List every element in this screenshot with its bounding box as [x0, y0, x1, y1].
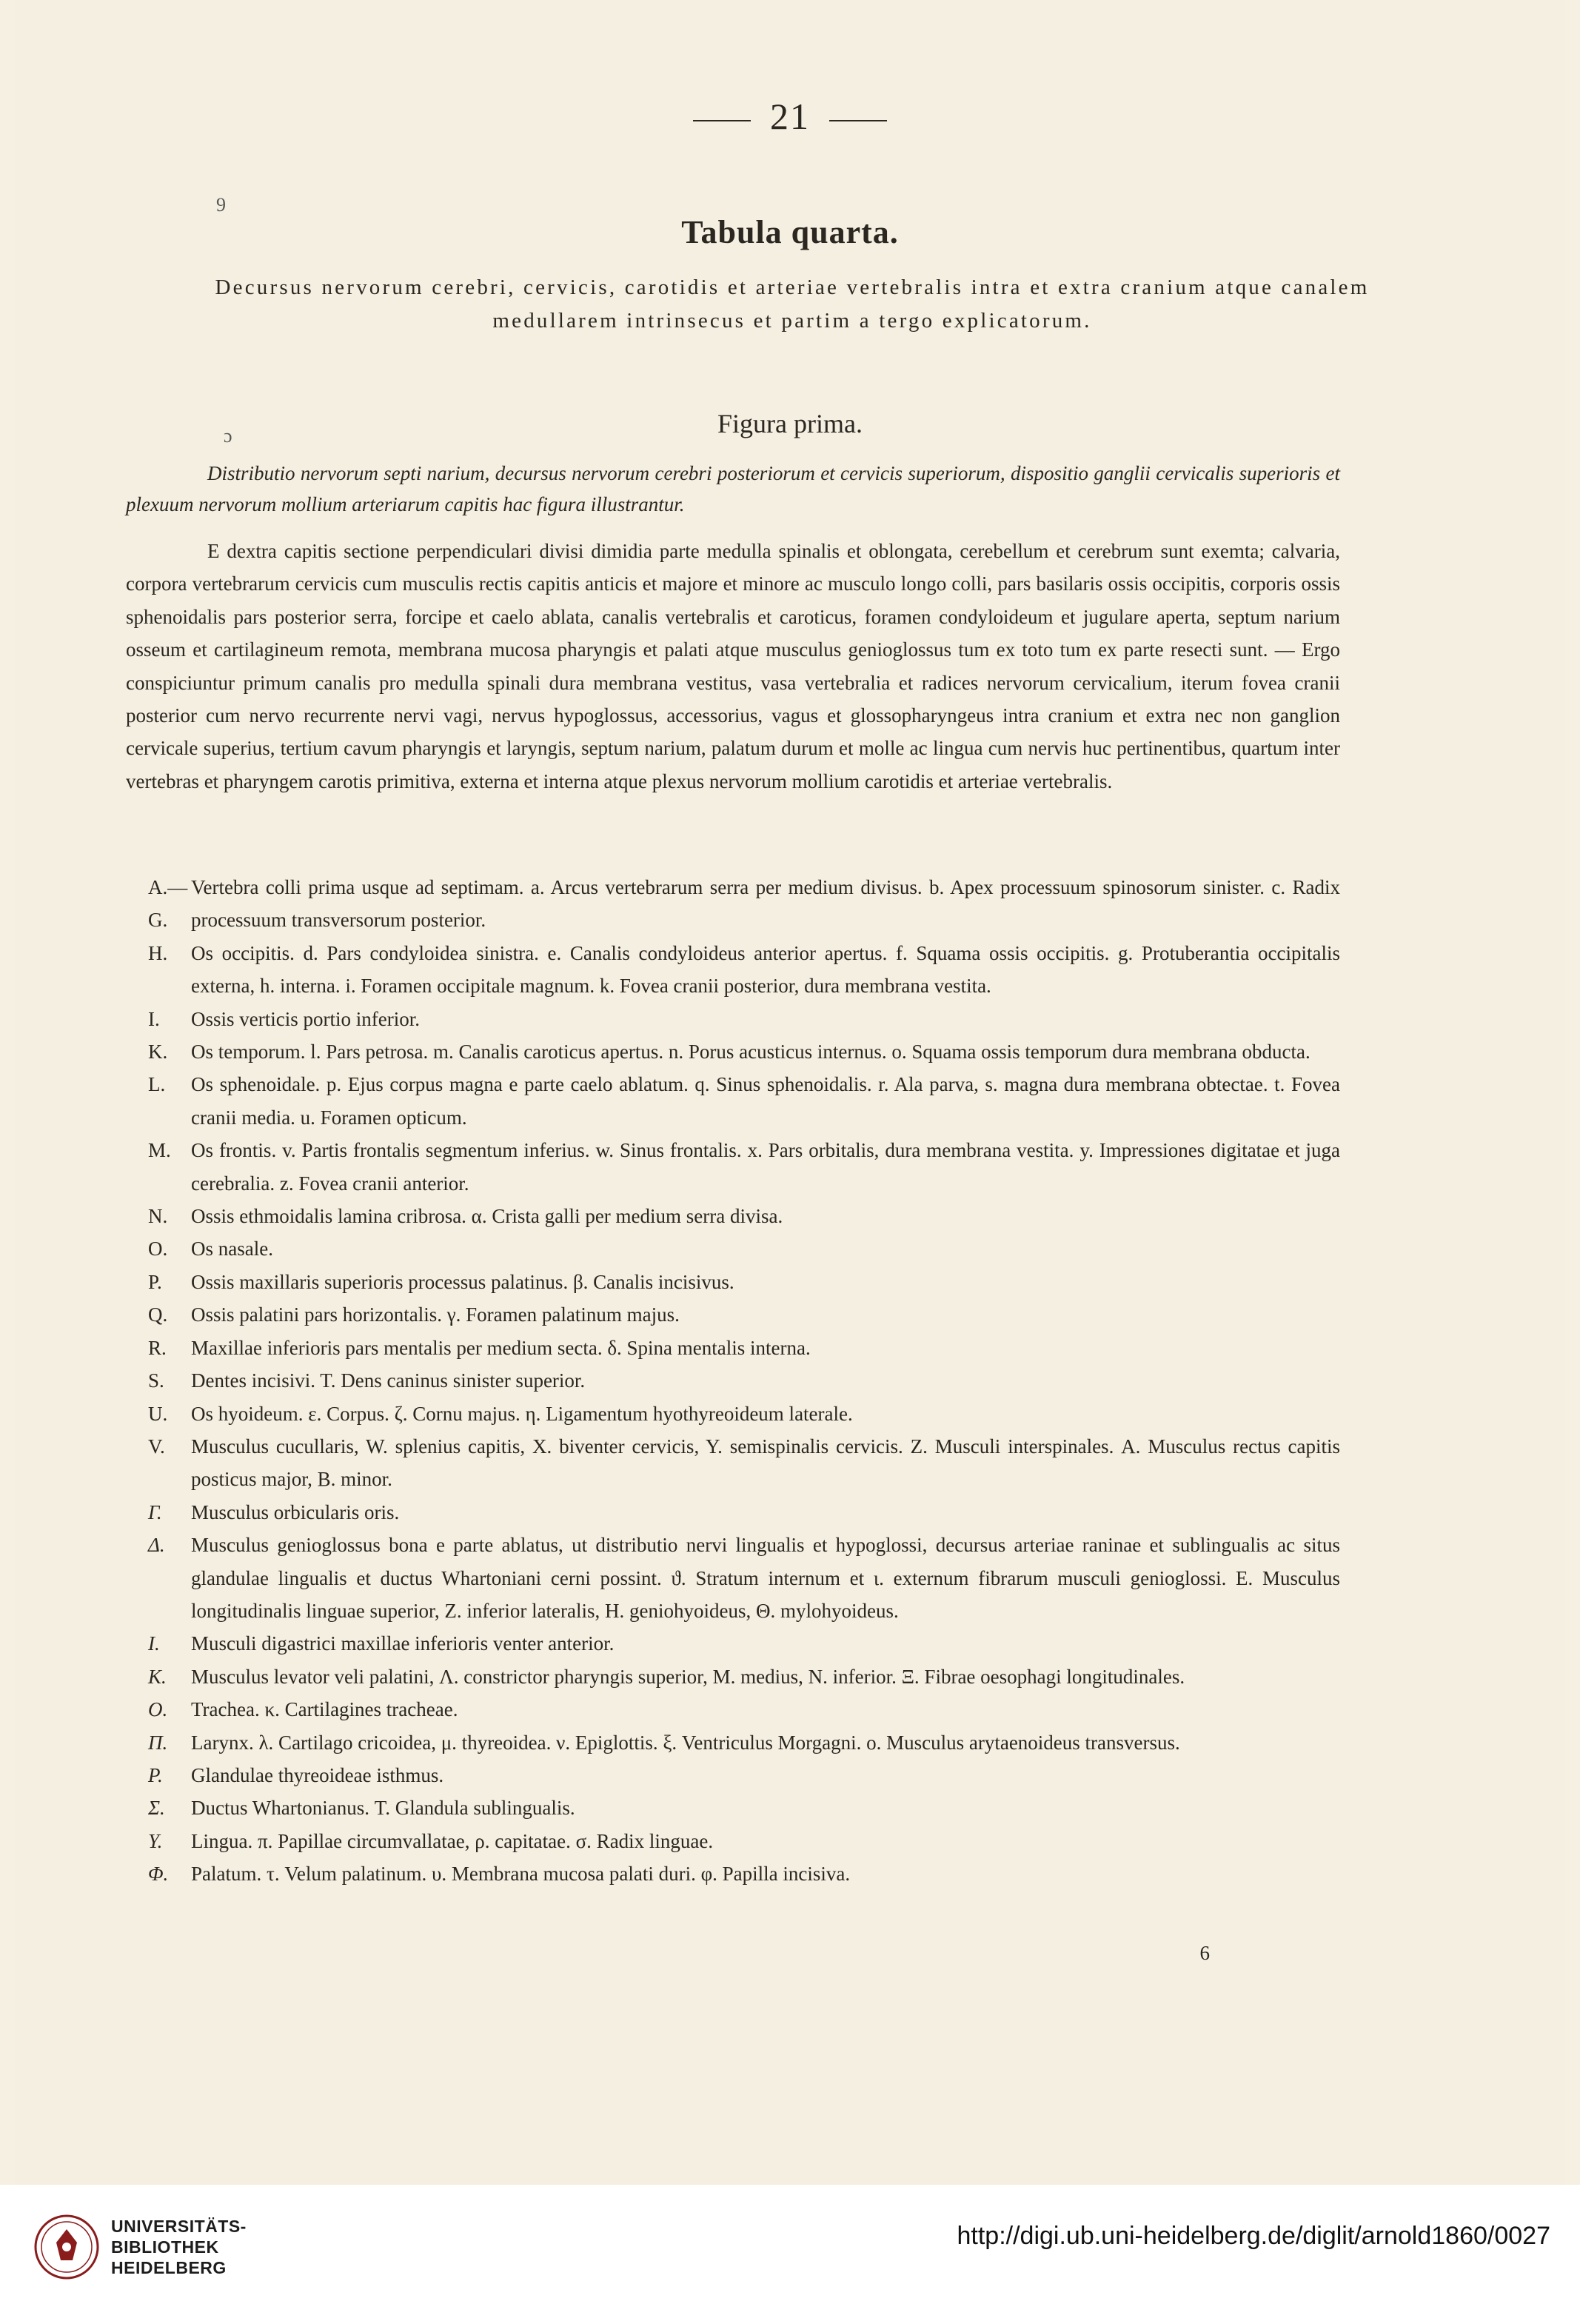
entry-label: L. — [148, 1073, 166, 1096]
entry-label: Ο. — [148, 1698, 168, 1721]
entry-text: Musculi digastrici maxillae inferioris venter anterior. — [191, 1632, 615, 1655]
entry-label: Φ. — [148, 1863, 169, 1886]
legend-entry — [126, 871, 1340, 937]
legend-entry — [126, 1266, 1340, 1298]
legend-entry — [126, 1660, 1340, 1693]
legend-entry — [126, 1298, 1340, 1331]
entry-label: Δ. — [148, 1534, 165, 1557]
legend-entry — [126, 1200, 1340, 1232]
page-number: 21 — [770, 96, 810, 137]
entry-label: Σ. — [148, 1797, 165, 1820]
legend-entry — [126, 1726, 1340, 1759]
university-seal-icon[interactable] — [33, 2213, 101, 2281]
library-name-line: HEIDELBERG — [111, 2258, 227, 2277]
entry-text: Ossis ethmoidalis lamina cribrosa. α. Crista galli per medium serra divisa. — [191, 1205, 783, 1228]
legend-entry — [126, 1693, 1340, 1726]
entry-text: Lingua. π. Papillae circumvallatae, ρ. capitatae. σ. Radix linguae. — [191, 1829, 714, 1852]
entry-text: Larynx. λ. Cartilago cricoidea, μ. thyreoidea. ν. Epiglottis. ξ. Ventriculus Morgagni. ο. Musculus arytaenoideus transversus. — [191, 1731, 1180, 1754]
source-url-link[interactable]: http://digi.ub.uni-heidelberg.de/diglit/arnold1860/0027 — [957, 2222, 1550, 2250]
entry-label: Π. — [148, 1731, 168, 1754]
entry-text: Musculus genioglossus bona e parte ablatus, ut distributio nervi lingualis et hypoglossi, decursus arteriae raninae et sublingualis ac situs glandulae lingualis et ductus Whartoniani cerni possint. ϑ. Stratum internum et ι. externum fibrarum musculi genioglossi. Ε. Musculus longitudinalis linguae superior, Ζ. inferior lateralis, Η. geniohyoideus, Θ. mylohyoideus. — [191, 1534, 1340, 1622]
entry-text: Os frontis. v. Partis frontalis segmentum inferius. w. Sinus frontalis. x. Pars orbitalis, dura membrana vestita. y. Impressiones digitatae et juga cerebralia. z. Fovea cranii anterior. — [191, 1139, 1340, 1195]
legend-list — [126, 871, 1340, 1891]
plate-title: Tabula quarta. — [681, 214, 899, 250]
plate-subtitle: Decursus nervorum cerebri, cervicis, carotidis et arteriae vertebralis intra et extra cranium atque canalem medullarem intrinsecus et partim a tergo explicatorum. — [215, 276, 1370, 333]
legend-entry — [126, 1759, 1340, 1792]
legend-entry — [126, 1364, 1340, 1397]
entry-text: Palatum. τ. Velum palatinum. υ. Membrana mucosa palati duri. φ. Papilla incisiva. — [191, 1863, 851, 1886]
library-name-line: BIBLIOTHEK — [111, 2237, 219, 2257]
entry-label: H. — [148, 941, 168, 964]
entry-text: Dentes incisivi. T. Dens caninus sinister superior. — [191, 1369, 586, 1392]
entry-label: P. — [148, 1270, 162, 1293]
library-name-line: UNIVERSITÄTS- — [111, 2217, 247, 2236]
header-dash-right — [829, 120, 887, 121]
legend-entry — [126, 1003, 1340, 1035]
entry-text: Vertebra colli prima usque ad septimam. a. Arcus vertebrarum serra per medium divisus. b. Apex processuum spinosorum sinister. c. Radix processuum transversorum posterior. — [191, 876, 1340, 932]
legend-entry — [126, 937, 1340, 1003]
entry-label: Υ. — [148, 1829, 163, 1852]
header-dash-left — [693, 120, 751, 121]
legend-entry — [126, 1035, 1340, 1068]
stray-mark: ɔ — [224, 425, 232, 447]
legend-entry — [126, 1068, 1340, 1134]
legend-entry — [126, 1627, 1340, 1660]
legend-entry — [126, 1857, 1340, 1890]
entry-label: R. — [148, 1336, 167, 1359]
legend-entry — [126, 1825, 1340, 1857]
legend-entry — [126, 1792, 1340, 1824]
legend-entry — [126, 1134, 1340, 1200]
signature-mark: 6 — [1199, 1942, 1210, 1964]
legend-entry — [126, 1430, 1340, 1496]
legend-entry — [126, 1332, 1340, 1364]
library-name[interactable] — [111, 2216, 247, 2278]
entry-text: Musculus orbicularis oris. — [191, 1500, 400, 1523]
entry-label: Γ. — [148, 1500, 162, 1523]
entry-label: A.—G. — [148, 876, 188, 932]
entry-label: O. — [148, 1238, 168, 1260]
entry-text: Musculus cucullaris, W. splenius capitis, X. biventer cervicis, Y. semispinalis cervicis. Z. Musculi interspinales. Α. Musculus rectus capitis posticus major, Β. minor. — [191, 1435, 1340, 1491]
entry-label: Ι. — [148, 1632, 160, 1655]
entry-text: Musculus levator veli palatini, Λ. constrictor pharyngis superior, Μ. medius, Ν. inferior. Ξ. Fibrae oesophagi longitudinales. — [191, 1665, 1185, 1688]
entry-label: U. — [148, 1402, 168, 1425]
entry-label: V. — [148, 1435, 165, 1457]
body-paragraph: E dextra capitis sectione perpendiculari divisi dimidia parte medulla spinalis et oblongata, cerebellum et cerebrum sunt exemta; calvaria, corpora vertebrarum cervicis cum musculis rectis capitis anticis et majore et minore ac musculo longo colli, pars basilaris ossis occipitis, corporis ossis sphenoidalis pars posterior serra, forcipe et caelo ablata, canalis vertebralis et caroticus, foramen condyloideum et jugulare aperta, septum narium osseum et cartilagineum remota, membrana mucosa pharyngis et palati atque musculus genioglossus tum ex toto tum ex parte resecti sunt. — Ergo conspiciuntur primum canalis pro medulla spinali dura membrana vestitus, vasa vertebralia et radices nervorum cervicalium, iterum fovea cranii posterior cum nervo recurrente nervi vagi, nervus hypoglossus, accessorius, vagus et glossopharyngeus intra cranium et extra nec non ganglion cervicale superius, tertium cavum pharyngis et laryngis, septum narium, palatum durum et molle ac lingua cum nervis huc pertinentibus, quartum inter vertebras et pharyngem carotis primitiva, externa et interna atque plexus nervorum mollium carotidis et arteriae vertebralis. — [126, 540, 1340, 792]
legend-entry — [126, 1232, 1340, 1265]
entry-label: I. — [148, 1007, 160, 1030]
entry-label: N. — [148, 1205, 168, 1228]
entry-text: Maxillae inferioris pars mentalis per medium secta. δ. Spina mentalis interna. — [191, 1336, 811, 1359]
entry-text: Os temporum. l. Pars petrosa. m. Canalis caroticus apertus. n. Porus acusticus internus. o. Squama ossis temporum dura membrana obducta. — [191, 1041, 1310, 1064]
entry-label: Ρ. — [148, 1763, 163, 1786]
legend-entry — [126, 1496, 1340, 1529]
entry-label: K. — [148, 1041, 168, 1064]
figure-title: Figura prima. — [717, 409, 863, 438]
viewer-footer — [0, 2185, 1580, 2324]
entry-text: Ossis verticis portio inferior. — [191, 1007, 420, 1030]
running-header — [15, 95, 1565, 138]
entry-text: Trachea. κ. Cartilagines tracheae. — [191, 1698, 458, 1721]
entry-label: S. — [148, 1369, 164, 1392]
legend-entry — [126, 1529, 1340, 1627]
entry-text: Os hyoideum. ε. Corpus. ζ. Cornu majus. η. Ligamentum hyothyreoideum laterale. — [191, 1402, 853, 1425]
entry-text: Os sphenoidale. p. Ejus corpus magna e parte caelo ablatum. q. Sinus sphenoidalis. r. Ala parva, s. magna dura membrana obtectae. t. Fovea cranii media. u. Foramen opticum. — [191, 1073, 1340, 1129]
figure-caption: Distributio nervorum septi narium, decursus nervorum cerebri posteriorum et cervicis superiorum, dispositio ganglii cervicalis superioris et plexuum nervorum mollium arteriarum capitis hac figura illustrantur. — [126, 462, 1340, 515]
entry-label: M. — [148, 1139, 171, 1162]
entry-text: Ossis maxillaris superioris processus palatinus. β. Canalis incisivus. — [191, 1270, 734, 1293]
entry-label: Κ. — [148, 1665, 167, 1688]
entry-text: Glandulae thyreoideae isthmus. — [191, 1763, 444, 1786]
entry-label: Q. — [148, 1303, 168, 1326]
entry-text: Os nasale. — [191, 1238, 273, 1260]
entry-text: Os occipitis. d. Pars condyloidea sinistra. e. Canalis condyloideus anterior apertus. f. Squama ossis occipitis. g. Protuberantia occipitalis externa, h. interna. i. Foramen occipitale magnum. k. Fovea cranii posterior, dura membrana vestita. — [191, 941, 1340, 998]
entry-text: Ductus Whartonianus. Τ. Glandula sublingualis. — [191, 1797, 575, 1820]
entry-text: Ossis palatini pars horizontalis. γ. Foramen palatinum majus. — [191, 1303, 680, 1326]
stray-mark: 9 — [216, 194, 226, 216]
legend-entry — [126, 1398, 1340, 1430]
scanned-page — [15, 0, 1565, 2185]
